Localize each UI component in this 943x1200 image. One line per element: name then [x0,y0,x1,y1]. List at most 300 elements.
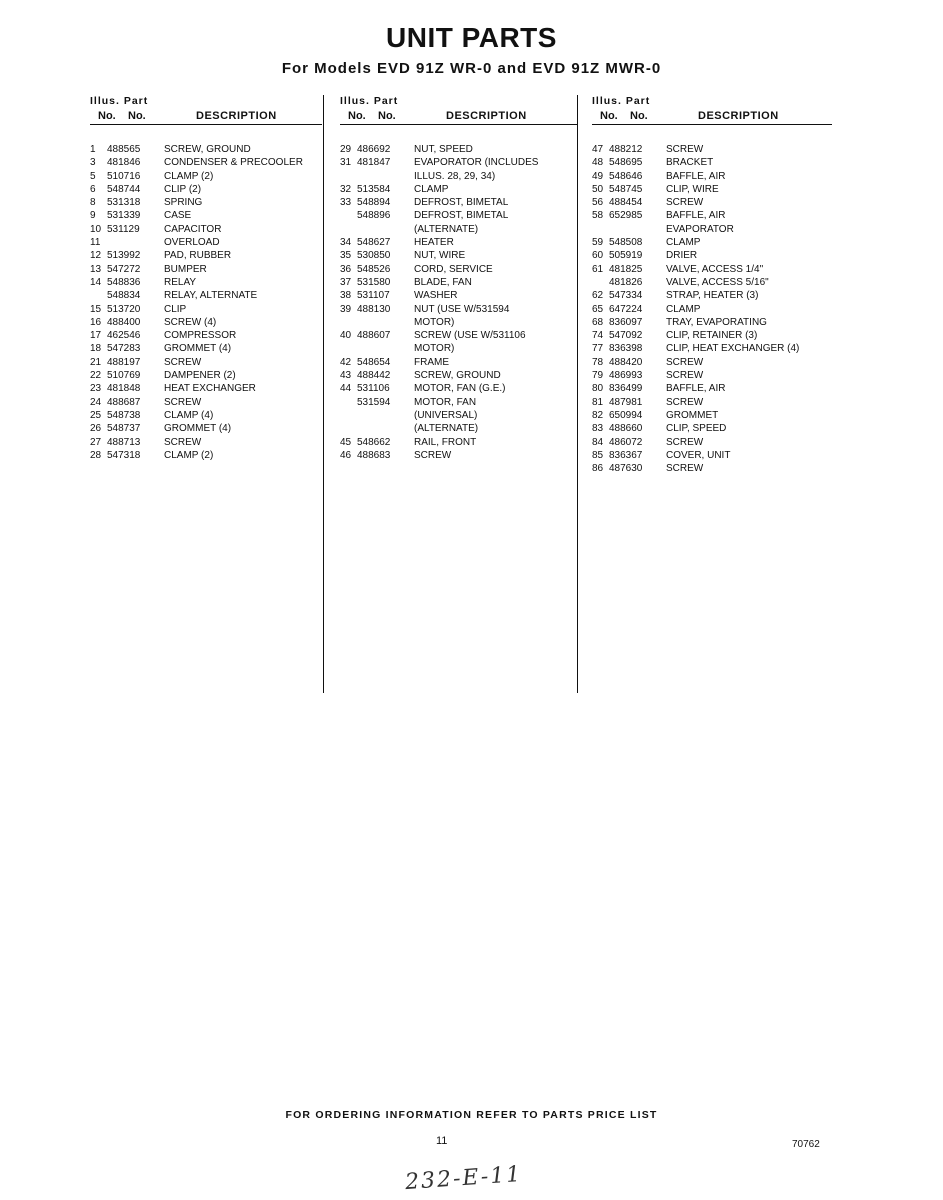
description-cell: TRAY, EVAPORATING [666,316,767,328]
part-no-cell: 488713 [107,436,141,448]
description-cell: CAPACITOR [164,223,222,235]
illus-no-cell: 58 [592,210,604,222]
part-no-cell: 488212 [609,144,643,155]
table-row [90,223,322,236]
table-row [340,183,578,196]
part-no-cell: 481825 [609,263,643,275]
description-cell: MOTOR, FAN (G.E.) [414,383,506,395]
illus-no-cell: 6 [90,183,96,195]
header-part-no: No. [378,110,396,122]
part-no-cell: 547318 [107,449,141,461]
illus-no-cell: 13 [90,263,102,275]
illus-no-cell: 59 [592,237,604,249]
description-cell: BAFFLE, AIR [666,210,726,222]
description-cell: DAMPENER (2) [164,370,236,382]
illus-no-cell: 48 [592,157,604,169]
illus-no-cell: 11 [90,237,101,249]
part-no-cell: 548646 [609,170,643,182]
table-row [592,369,832,382]
part-no-cell: 647224 [609,303,643,315]
table-row [90,449,322,462]
table-row [592,263,832,276]
illus-no-cell: 12 [90,250,102,262]
part-no-cell: 548662 [357,436,391,448]
description-cell: SCREW [666,356,704,368]
table-row [592,382,832,395]
description-cell: CONDENSER & PRECOOLER [164,157,303,169]
table-row [340,436,578,449]
illus-no-cell: 24 [90,396,102,408]
table-row [90,316,322,329]
parts-list [340,143,578,462]
header-illus-no: No. [600,110,618,122]
description-cell: HEAT EXCHANGER [164,383,256,395]
table-row [592,356,832,369]
table-row [340,382,578,395]
table-row [592,316,832,329]
illus-no-cell: 35 [340,250,352,262]
illus-no-cell: 43 [340,370,352,382]
part-no-cell: 547272 [107,263,141,275]
part-no-cell: 488687 [107,396,141,408]
table-row [90,303,322,316]
part-no-cell: 836499 [609,383,643,395]
description-cell: VALVE, ACCESS 5/16" [666,276,769,288]
part-no-cell: 836367 [609,449,643,461]
table-row [90,329,322,342]
table-row [90,382,322,395]
description-cell: DEFROST, BIMETAL [414,210,509,222]
part-no-cell: 486993 [609,370,643,382]
illus-no-cell: 42 [340,356,352,368]
description-cell: DEFROST, BIMETAL [414,197,509,209]
description-cell: WASHER [414,290,458,302]
table-row [340,156,578,169]
header-description: DESCRIPTION [196,110,277,122]
table-row [90,170,322,183]
part-no-cell: 510716 [107,170,141,182]
table-row [90,396,322,409]
description-cell: COMPRESSOR [164,330,237,342]
part-no-cell: 836398 [609,343,643,355]
illus-no-cell: 27 [90,436,102,448]
illus-no-cell: 33 [340,197,352,209]
part-no-cell: 836097 [609,316,643,328]
description-cell: SCREW (USE W/531106 [414,330,526,342]
table-row [340,369,578,382]
illus-no-cell: 44 [340,383,352,395]
illus-no-cell: 9 [90,210,96,222]
table-row [592,409,832,422]
description-cell: CLIP (2) [164,183,202,195]
header-part-no: No. [630,110,648,122]
part-no-cell: 513584 [357,183,391,195]
description-cell: SCREW [164,356,202,368]
description-cell: MOTOR) [414,316,455,328]
part-no-cell: 486072 [609,436,643,448]
page-title: UNIT PARTS [386,22,557,53]
table-row [90,209,322,222]
table-row [90,356,322,369]
table-row [592,236,832,249]
description-cell: CLIP, RETAINER (3) [666,330,758,342]
part-no-cell: 548695 [609,157,643,169]
table-row [340,236,578,249]
table-row [90,342,322,355]
description-cell: SCREW, GROUND [164,144,251,155]
table-row [340,276,578,289]
description-cell: (ALTERNATE) [414,223,479,235]
table-row [340,303,578,316]
part-no-cell: 652985 [609,210,643,222]
table-row [90,369,322,382]
description-cell: (UNIVERSAL) [414,409,478,421]
part-no-cell: 531318 [107,197,141,209]
illus-no-cell: 18 [90,343,102,355]
part-no-cell: 531106 [357,383,390,395]
table-row [90,196,322,209]
part-no-cell: 531129 [107,223,140,235]
illus-no-cell: 62 [592,290,604,302]
illus-no-cell: 60 [592,250,604,262]
table-row [90,183,322,196]
illus-no-cell: 56 [592,197,604,209]
illus-no-cell: 61 [592,263,604,275]
part-no-cell: 488130 [357,303,391,315]
part-no-cell: 488683 [357,449,391,461]
illus-no-cell: 45 [340,436,352,448]
description-cell: CLIP, WIRE [666,183,719,195]
table-row [592,289,832,302]
illus-no-cell: 34 [340,237,352,249]
part-no-cell: 547092 [609,330,643,342]
parts-column-1 [90,94,322,462]
description-cell: BUMPER [164,263,207,275]
table-row [340,249,578,262]
part-no-cell: 510769 [107,370,141,382]
illus-no-cell: 36 [340,263,352,275]
part-no-cell: 531580 [357,276,391,288]
models-subtitle: For Models EVD 91Z WR-0 and EVD 91Z MWR-0 [281,60,662,77]
table-row [90,249,322,262]
table-row [592,436,832,449]
illus-no-cell: 68 [592,316,604,328]
illus-no-cell: 85 [592,449,604,461]
illus-no-cell: 31 [340,157,352,169]
table-row [340,356,578,369]
table-row [592,276,832,289]
description-cell: GROMMET (4) [164,343,232,355]
part-no-cell: 548745 [609,183,643,195]
description-cell: OVERLOAD [164,237,220,249]
table-row [90,236,322,249]
illus-no-cell: 17 [90,330,102,342]
description-cell: ILLUS. 28, 29, 34) [414,170,496,182]
description-cell: COVER, UNIT [666,449,731,461]
part-no-cell: 462546 [107,330,141,342]
part-no-cell: 548738 [107,409,141,421]
parts-column-2 [340,94,578,462]
description-cell: NUT, WIRE [414,250,466,262]
table-row [90,289,322,302]
description-cell: CLAMP (2) [164,170,214,182]
parts-column-3 [592,94,832,475]
part-no-cell: 531107 [357,290,390,302]
header-description: DESCRIPTION [446,110,527,122]
table-row [340,143,578,156]
table-row [592,156,832,169]
part-no-cell: 488442 [357,370,391,382]
part-no-cell: 481848 [107,383,141,395]
parts-list [592,143,832,475]
description-cell: EVAPORATOR [666,223,734,235]
description-cell: SCREW (4) [164,316,217,328]
table-row [340,170,578,183]
table-row [340,396,578,409]
description-cell: SCREW [666,463,704,475]
description-cell: MOTOR, FAN [414,396,477,408]
table-row [90,276,322,289]
description-cell: CLAMP (4) [164,409,214,421]
table-row [340,316,578,329]
table-row [340,342,578,355]
part-no-cell: 548526 [357,263,391,275]
illus-no-cell: 65 [592,303,604,315]
illus-no-cell: 23 [90,383,102,395]
description-cell: VALVE, ACCESS 1/4" [666,263,764,275]
description-cell: NUT, SPEED [414,144,473,155]
table-row [340,449,578,462]
description-cell: HEATER [414,237,454,249]
table-row [592,223,832,236]
description-cell: RAIL, FRONT [414,436,477,448]
description-cell: SCREW [414,449,452,461]
column-header [340,108,578,125]
header-description: DESCRIPTION [698,110,779,122]
column-header [592,108,832,125]
table-row [340,289,578,302]
table-row [340,409,578,422]
table-row [90,143,322,156]
part-no-cell: 548627 [357,237,391,249]
table-row [90,156,322,169]
illus-no-cell: 39 [340,303,352,315]
header-illus-no: No. [98,110,116,122]
header-illus-part: Illus. Part [592,95,651,107]
description-cell: SCREW [666,436,704,448]
illus-no-cell: 40 [340,330,352,342]
description-cell: MOTOR) [414,343,455,355]
illus-no-cell: 83 [592,423,604,435]
table-row [592,449,832,462]
illus-no-cell: 79 [592,370,604,382]
table-row [340,209,578,222]
part-no-cell: 548834 [107,290,141,302]
part-no-cell: 513720 [107,303,141,315]
table-row [90,263,322,276]
illus-no-cell: 86 [592,463,604,475]
part-no-cell: 513992 [107,250,141,262]
illus-no-cell: 37 [340,276,352,288]
table-row [592,462,832,475]
illus-no-cell: 81 [592,396,604,408]
part-no-cell: 548896 [357,210,391,222]
column-divider [323,95,324,693]
table-row [592,170,832,183]
description-cell: GROMMET [666,409,719,421]
part-no-cell: 488400 [107,316,141,328]
table-row [340,263,578,276]
part-no-cell: 547283 [107,343,141,355]
description-cell: BRACKET [666,157,714,169]
header-illus-part: Illus. Part [340,95,399,107]
description-cell: CASE [164,210,192,222]
illus-no-cell: 21 [90,356,102,368]
table-row [592,342,832,355]
part-no-cell: 548654 [357,356,391,368]
part-no-cell: 487630 [609,463,643,475]
part-no-cell: 531339 [107,210,141,222]
description-cell: GROMMET (4) [164,423,232,435]
part-no-cell: 481847 [357,157,391,169]
description-cell: SCREW [666,370,704,382]
table-row [592,196,832,209]
part-no-cell: 488607 [357,330,391,342]
table-row [90,436,322,449]
illus-no-cell: 8 [90,197,96,209]
illus-no-cell: 14 [90,276,102,288]
table-row [592,396,832,409]
table-row [340,223,578,236]
illus-no-cell: 1 [90,144,96,155]
part-no-cell: 488565 [107,144,141,155]
header-illus-part: Illus. Part [90,95,149,107]
column-header [90,108,322,125]
part-no-cell: 488660 [609,423,643,435]
ordering-info-footer: FOR ORDERING INFORMATION REFER TO PARTS PRICE LIST [285,1109,658,1121]
part-no-cell: 547334 [609,290,643,302]
illus-no-cell: 22 [90,370,102,382]
table-row [592,143,832,156]
illus-no-cell: 84 [592,436,604,448]
table-row [340,329,578,342]
description-cell: BAFFLE, AIR [666,170,726,182]
description-cell: EVAPORATOR (INCLUDES [414,157,539,169]
table-row [592,422,832,435]
handwritten-note: 232-E-11 [404,1161,524,1196]
part-no-cell: 488197 [107,356,141,368]
part-no-cell: 650994 [609,409,643,421]
description-cell: (ALTERNATE) [414,423,479,435]
description-cell: NUT (USE W/531594 [414,303,510,315]
table-row [340,196,578,209]
part-no-cell: 548836 [107,276,141,288]
description-cell: SCREW [666,144,704,155]
description-cell: DRIER [666,250,698,262]
document-number: 70762 [792,1139,820,1150]
illus-no-cell: 16 [90,316,102,328]
part-no-cell: 548744 [107,183,141,195]
header-illus-no: No. [348,110,366,122]
illus-no-cell: 80 [592,383,604,395]
illus-no-cell: 29 [340,144,352,155]
illus-no-cell: 38 [340,290,352,302]
illus-no-cell: 46 [340,449,352,461]
part-no-cell: 530850 [357,250,391,262]
illus-no-cell: 3 [90,157,96,169]
table-row [592,329,832,342]
part-no-cell: 548508 [609,237,643,249]
part-no-cell: 481826 [609,276,643,288]
description-cell: CLIP [164,303,187,315]
illus-no-cell: 5 [90,170,96,182]
description-cell: BAFFLE, AIR [666,383,726,395]
description-cell: CLIP, HEAT EXCHANGER (4) [666,343,800,355]
illus-no-cell: 26 [90,423,102,435]
description-cell: FRAME [414,356,449,368]
part-no-cell: 548894 [357,197,391,209]
illus-no-cell: 78 [592,356,604,368]
description-cell: BLADE, FAN [414,276,472,288]
description-cell: SCREW [164,436,202,448]
description-cell: CLAMP (2) [164,449,214,461]
parts-list [90,143,322,462]
description-cell: CLIP, SPEED [666,423,727,435]
table-row [592,209,832,222]
illus-no-cell: 25 [90,409,102,421]
page-number: 11 [436,1135,448,1147]
illus-no-cell: 10 [90,223,102,235]
table-row [592,303,832,316]
part-no-cell: 487981 [609,396,643,408]
description-cell: RELAY, ALTERNATE [164,290,258,302]
description-cell: RELAY [164,276,197,288]
illus-no-cell: 77 [592,343,604,355]
part-no-cell: 481846 [107,157,141,169]
table-row [592,249,832,262]
illus-no-cell: 15 [90,303,102,315]
part-no-cell: 505919 [609,250,643,262]
table-row [90,422,322,435]
description-cell: SCREW [666,197,704,209]
description-cell: CORD, SERVICE [414,263,493,275]
description-cell: CLAMP [666,237,701,249]
illus-no-cell: 82 [592,409,604,421]
description-cell: CLAMP [666,303,701,315]
description-cell: SCREW [164,396,202,408]
part-no-cell: 488454 [609,197,643,209]
table-row [592,183,832,196]
part-no-cell: 548737 [107,423,141,435]
description-cell: PAD, RUBBER [164,250,232,262]
table-row [90,409,322,422]
illus-no-cell: 32 [340,183,352,195]
illus-no-cell: 49 [592,170,604,182]
illus-no-cell: 50 [592,183,604,195]
description-cell: CLAMP [414,183,449,195]
illus-no-cell: 47 [592,144,604,155]
description-cell: SCREW, GROUND [414,370,501,382]
header-part-no: No. [128,110,146,122]
illus-no-cell: 28 [90,449,102,461]
part-no-cell: 488420 [609,356,643,368]
description-cell: SCREW [666,396,704,408]
part-no-cell: 486692 [357,144,391,155]
illus-no-cell: 74 [592,330,604,342]
description-cell: STRAP, HEATER (3) [666,290,759,302]
description-cell: SPRING [164,197,203,209]
part-no-cell: 531594 [357,396,391,408]
